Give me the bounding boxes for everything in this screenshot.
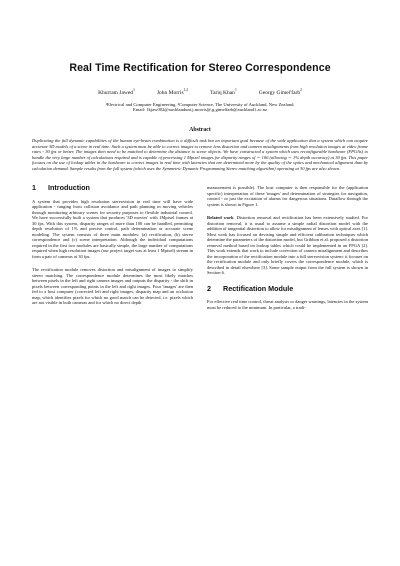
author-3: Tariq Khan$^1$: [210, 88, 237, 96]
body-columns: [32, 185, 368, 314]
section-1-heading: 1 Introduction: [32, 183, 90, 193]
abstract-text: Duplicating the full dynamic capabilities of the human eye-brain combination is a difficult task but an important goal because of the wide application that a system which can acquire accurate 3D models of a scene in real time. Such a system must be able to correct images to remove lens distortion and camera misalignments from high resolution images at video frame rates - 30 fps or better. The images then need to be matched to determine the distance to scene objects. We have constructed a system which uses reconfigurable hardware (FPGAs) to handle the very large number of calculations required and is capable of processing 1 Mpixel images for disparity ranges of ∼ 100 (allowing ∼ 1% depth accuracy) at 30 fps. This paper focuses on the use of lookup tables in the hardware to correct images in real time with latencies that are determined more by the quality of the optics and mechanical alignment than by calculation demand. Sample results from the full system (which uses the Symmetric Dynamic Programming Stereo matching algorithm) operating at 30 fps are also shown.: [32, 138, 368, 171]
author-1: Khurram Jawed$^1$: [98, 88, 135, 96]
related-work-heading: Related work: [207, 215, 234, 221]
author-list: [32, 88, 368, 96]
affiliation: ¹Electrical and Computer Engineering, ²Computer Science, The University of Auckland, New Zealand.: [105, 101, 295, 107]
paper-title: Real Time Rectification for Stereo Correspondence: [69, 62, 331, 74]
email-line: Email: {kjaw002@aucklanduni,j.morris@,g.gimelfarb@auckland}.ac.nz: [132, 107, 268, 113]
author-2: John Morris$^{1,2}$: [156, 88, 189, 96]
intro-paragraph-1: A system that provides high resolution stereovision in real time will have wide application - ranging from collision avoidance and path planning in moving vehicles through monitoring arbitrary scenes for security purposes to flexible industrial control. We have successfully built a system that produces '3D movies' with 1Mpixel frames at 30 fps. With this system, disparity ranges of more than 100 can be handled, permitting depth resolution of 1% and precise control, path determination or accurate scene modeling. The system consists of three main modules: (a) rectification, (b) stereo correspondence and (c) scene interpretation. Although the individual computations required in the first two modules are basically simple, the large number of computations required when high resolution images (our project target was at least 1 Mpixel) stream in from a pair of cameras at 30 fps.: [32, 198, 193, 259]
author-4: Georgy Gimel'farb$^2$: [258, 88, 302, 96]
abstract-heading: Abstract: [189, 127, 211, 134]
right-column: [207, 185, 368, 314]
intro-paragraph-2: The rectification module removes distortion and misalignment of images to simplify stereo matching. The correspondence module determines the most likely matches between pixels in the left and right camera images and outputs the disparity - the shift in pixels between corresponding points in the left and right images. Four 'images' are then fed to a host computer (corrected left and right images, disparity map and an occlusion map, which identifies pixels for which no good match can be detected, i.e. pixels which are not visible in both cameras and for which no direct depth: [32, 267, 193, 306]
section-2-heading: 2 Rectification Module: [207, 283, 294, 293]
intro-paragraph-3: measurement is possible). The host computer is then responsible for the (application specific) interpretation of these 'images' and determination of strategies for navigation, control - or just the excitation of alarms for dangerous situations. Dataflow through the system is shown in Figure 1.: [207, 185, 368, 207]
related-work-paragraph: Related work Distortion removal and rectification has been extensively studied. For distortion removal, it is usual to assume a simple radial distortion model with the addition of tangential distortion to allow for misalignment of lenses with optical axes [1]. Most work has focused on devising simple and efficient calibration techniques which determine the parameters of the distortion model, but Gribbon et al. proposed a distortion removal method based on lookup tables which could be implemented in an FPGA [2]. This work extends that work to include correction of camera misalignment and describes the incorporation of the rectification module into a full stereovision system: it focuses on the rectification module and only briefly covers the correspondence module, which is described in detail elsewhere [3]. Some sample output from the full system is shown in Section 6.: [207, 215, 369, 276]
left-column: [32, 185, 193, 314]
rectification-paragraph: For effective real time control, threat analysis or danger warnings, latencies in the system must be reduced to the minimum. In particular, a tradi-: [207, 299, 368, 310]
